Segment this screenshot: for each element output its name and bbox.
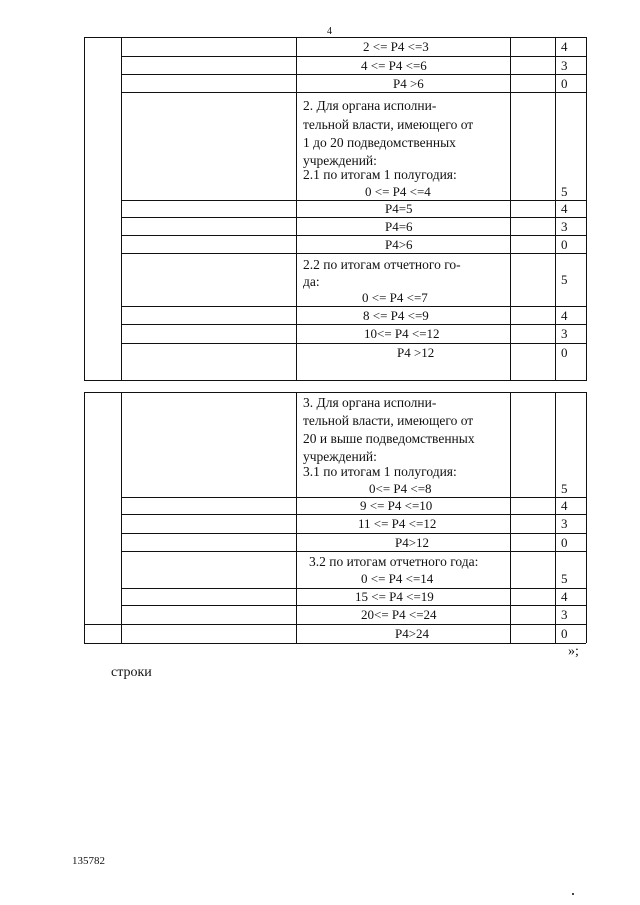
score-cell: 0 (561, 76, 568, 91)
condition-cell: 0 <= P4 <=7 (362, 290, 428, 305)
score-cell: 0 (561, 345, 568, 360)
condition-cell: 2 <= P4 <=3 (363, 39, 429, 54)
heading-line: тельной власти, имеющего от (303, 117, 474, 132)
condition-cell: P4=6 (385, 219, 413, 234)
half-year-label: 2.1 по итогам 1 полугодия: (303, 167, 457, 182)
half-year-label: 3.1 по итогам 1 полугодия: (303, 464, 457, 479)
condition-cell: 0<= P4 <=8 (369, 481, 432, 496)
score-cell: 5 (561, 184, 568, 199)
condition-cell: P4>24 (395, 626, 430, 641)
condition-cell: 8 <= P4 <=9 (363, 308, 429, 323)
footer-code: 135782 (72, 855, 105, 867)
score-cell: 4 (561, 308, 568, 323)
heading-line: тельной власти, имеющего от (303, 413, 474, 428)
closing-quote: »; (568, 644, 579, 659)
condition-cell: P4 >12 (397, 345, 435, 360)
condition-cell: 15 <= P4 <=19 (355, 589, 434, 604)
report-label: 3.2 по итогам отчетного года: (309, 554, 479, 569)
heading-line: 3. Для органа исполни- (303, 395, 437, 410)
heading-line: учреждений: (303, 153, 377, 168)
condition-cell: 11 <= P4 <=12 (358, 516, 437, 531)
condition-cell: 20<= P4 <=24 (361, 607, 437, 622)
score-cell: 4 (561, 589, 568, 604)
condition-cell: 9 <= P4 <=10 (360, 498, 433, 513)
score-cell: 0 (561, 535, 568, 550)
heading-line: 20 и выше подведомственных (303, 431, 475, 446)
page-number: 4 (327, 26, 332, 37)
score-cell: 3 (561, 58, 568, 73)
score-cell: 3 (561, 219, 568, 234)
condition-cell: P4=5 (385, 201, 413, 216)
score-cell: 5 (561, 571, 568, 586)
trailing-text: строки (111, 665, 152, 680)
score-cell: 3 (561, 516, 568, 531)
score-cell: 4 (561, 39, 568, 54)
score-cell: 0 (561, 626, 568, 641)
report-label-line: да: (303, 274, 320, 289)
condition-cell: P4 >6 (393, 76, 424, 91)
score-cell: 3 (561, 607, 568, 622)
report-label-line: 2.2 по итогам отчетного го- (303, 257, 461, 272)
heading-line: учреждений: (303, 449, 377, 464)
condition-cell: 0 <= P4 <=14 (361, 571, 434, 586)
score-cell: 0 (561, 237, 568, 252)
condition-cell: 0 <= P4 <=4 (365, 184, 431, 199)
condition-cell: P4>6 (385, 237, 413, 252)
score-cell: 4 (561, 201, 568, 216)
condition-cell: P4>12 (395, 535, 430, 550)
score-cell: 4 (561, 498, 568, 513)
score-cell: 5 (561, 481, 568, 496)
condition-cell: 10<= P4 <=12 (364, 326, 440, 341)
condition-cell: 4 <= P4 <=6 (361, 58, 427, 73)
score-cell: 3 (561, 326, 568, 341)
heading-line: 2. Для органа исполни- (303, 98, 437, 113)
scan-speck (572, 893, 574, 895)
heading-line: 1 до 20 подведомственных (303, 135, 456, 150)
score-cell: 5 (561, 272, 568, 287)
